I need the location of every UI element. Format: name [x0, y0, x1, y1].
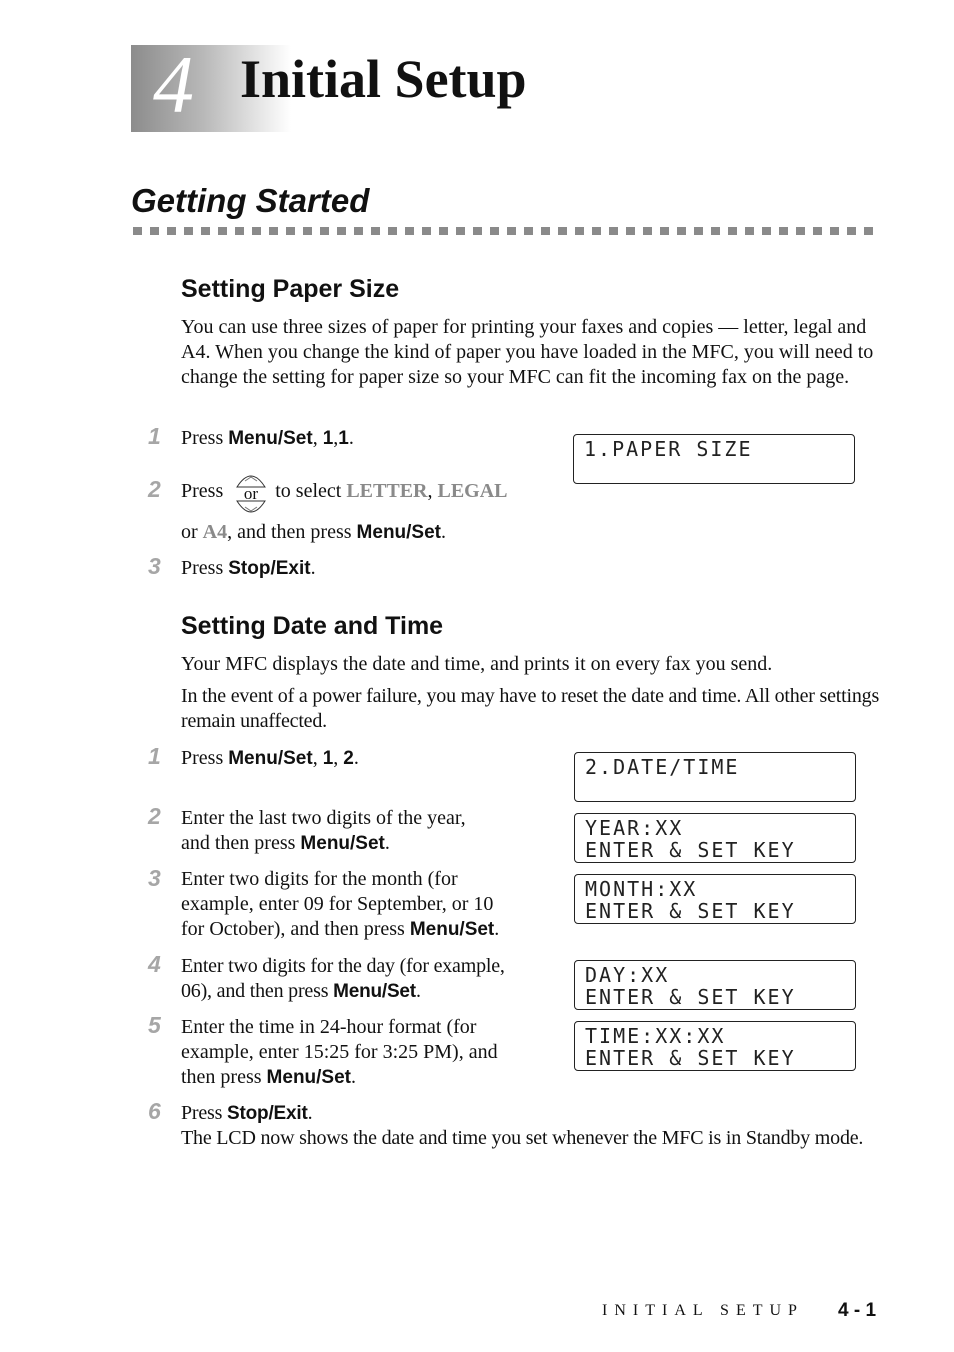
chapter-title: Initial Setup — [240, 49, 527, 109]
paper-size-heading: Setting Paper Size — [181, 275, 400, 303]
lcd-paper-size: 1.PAPER SIZE — [573, 434, 855, 484]
date-time-intro-2: In the event of a power failure, you may have to reset the date and time. All other settings remain unaffected. — [181, 685, 880, 732]
lcd-month: MONTH:XX ENTER & SET KEY — [574, 874, 856, 924]
paper-step-3: Press Stop/Exit. — [181, 557, 316, 579]
lcd-date-time: 2.DATE/TIME — [574, 752, 856, 802]
dt-step-5-number: 5 — [148, 1012, 161, 1038]
paper-step-2-line-1: Press to select LETTER, LEGAL — [181, 480, 508, 502]
paper-step-2-number: 2 — [148, 476, 161, 502]
section-divider — [133, 227, 873, 235]
lcd-time: TIME:XX:XX ENTER & SET KEY — [574, 1021, 856, 1071]
dt-step-3: Enter two digits for the month (for example, enter 09 for September, or 10 for October), and then press Menu/Set. — [181, 868, 500, 940]
dt-step-2-number: 2 — [148, 803, 161, 829]
paper-step-1-number: 1 — [148, 423, 161, 449]
dt-step-6: Press Stop/Exit. The LCD now shows the date and time you set whenever the MFC is in Standby mode. — [181, 1102, 864, 1149]
paper-step-3-number: 3 — [148, 553, 161, 579]
lcd-year: YEAR:XX ENTER & SET KEY — [574, 813, 856, 863]
dt-step-5: Enter the time in 24-hour format (for example, enter 15:25 for 3:25 PM), and then press Menu/Set. — [181, 1016, 498, 1088]
navigation-keys-icon — [233, 469, 269, 519]
section-title: Getting Started — [131, 182, 370, 219]
footer-page-number: 4 - 1 — [838, 1300, 877, 1321]
date-time-heading: Setting Date and Time — [181, 612, 444, 640]
dt-step-3-number: 3 — [148, 865, 161, 891]
or-label: or — [243, 484, 259, 503]
dt-step-1-number: 1 — [148, 743, 161, 769]
chapter-number: 4 — [153, 39, 194, 130]
paper-size-intro: You can use three sizes of paper for printing your faxes and copies — letter, legal and A4. When you change the kind of paper you have loaded in the MFC, you will need to change the setting for paper size so your MFC can fit the incoming fax on the page. — [181, 316, 874, 388]
footer-chapter-label: INITIAL SETUP — [602, 1302, 804, 1319]
dt-step-4: Enter two digits for the day (for example, 06), and then press Menu/Set. — [181, 955, 505, 1002]
lcd-day: DAY:XX ENTER & SET KEY — [574, 960, 856, 1010]
dt-step-6-number: 6 — [148, 1098, 161, 1124]
paper-step-1: Press Menu/Set, 1,1. — [181, 427, 354, 449]
dt-step-4-number: 4 — [148, 951, 161, 977]
dt-step-1: Press Menu/Set, 1, 2. — [181, 747, 359, 769]
date-time-intro-1: Your MFC displays the date and time, and prints it on every fax you send. — [181, 653, 773, 675]
paper-step-2-line-2: or A4, and then press Menu/Set. — [181, 521, 446, 543]
dt-step-2: Enter the last two digits of the year, and then press Menu/Set. — [181, 807, 466, 854]
